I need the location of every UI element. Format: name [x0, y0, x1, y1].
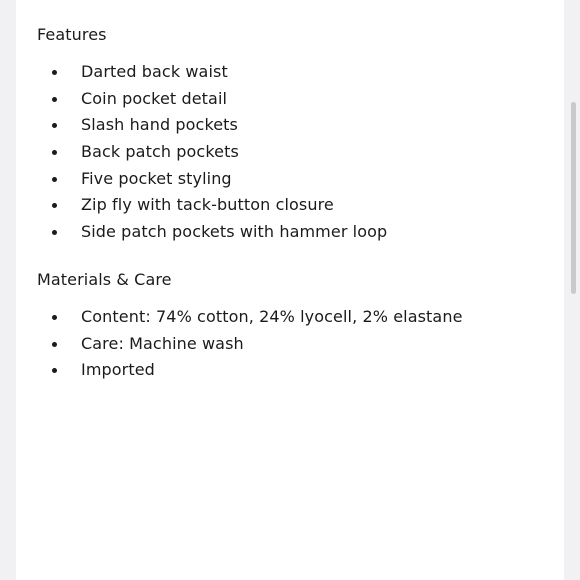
list-item-text: Care: Machine wash [81, 333, 244, 353]
list-item-text: Slash hand pockets [81, 115, 238, 135]
list-item-text: Darted back waist [81, 62, 228, 81]
list-item [16, 306, 463, 333]
bullet-icon [52, 123, 57, 128]
list-item-text: Back patch pockets [81, 142, 239, 162]
list-item [16, 359, 463, 386]
materials-care-list [16, 306, 463, 386]
list-item-text: Imported [81, 360, 155, 380]
list-item [16, 114, 387, 141]
materials-care-heading: Materials & Care [37, 270, 172, 289]
features-list [16, 61, 387, 248]
list-item [16, 168, 387, 195]
bullet-icon [52, 70, 57, 75]
product-details-panel [16, 0, 564, 580]
list-item-text: Five pocket styling [81, 168, 232, 188]
list-item-text: Side patch pockets with hammer loop [81, 222, 388, 242]
list-item-text: Coin pocket detail [81, 88, 228, 108]
features-heading: Features [37, 25, 107, 44]
bullet-icon [52, 342, 57, 347]
list-item [16, 141, 387, 168]
bullet-icon [52, 230, 57, 235]
bullet-icon [52, 368, 57, 373]
bullet-icon [52, 150, 57, 155]
list-item [16, 333, 463, 360]
list-item [16, 221, 387, 248]
list-item [16, 88, 387, 115]
list-item [16, 61, 387, 88]
bullet-icon [52, 315, 57, 320]
list-item-text: Content: 74% cotton, 24% lyocell, 2% elastane [81, 307, 463, 326]
list-item-text: Zip fly with tack-button closure [81, 195, 334, 215]
scrollbar-thumb[interactable] [571, 102, 576, 294]
list-item [16, 194, 387, 221]
bullet-icon [52, 97, 57, 102]
bullet-icon [52, 203, 57, 208]
bullet-icon [52, 177, 57, 182]
